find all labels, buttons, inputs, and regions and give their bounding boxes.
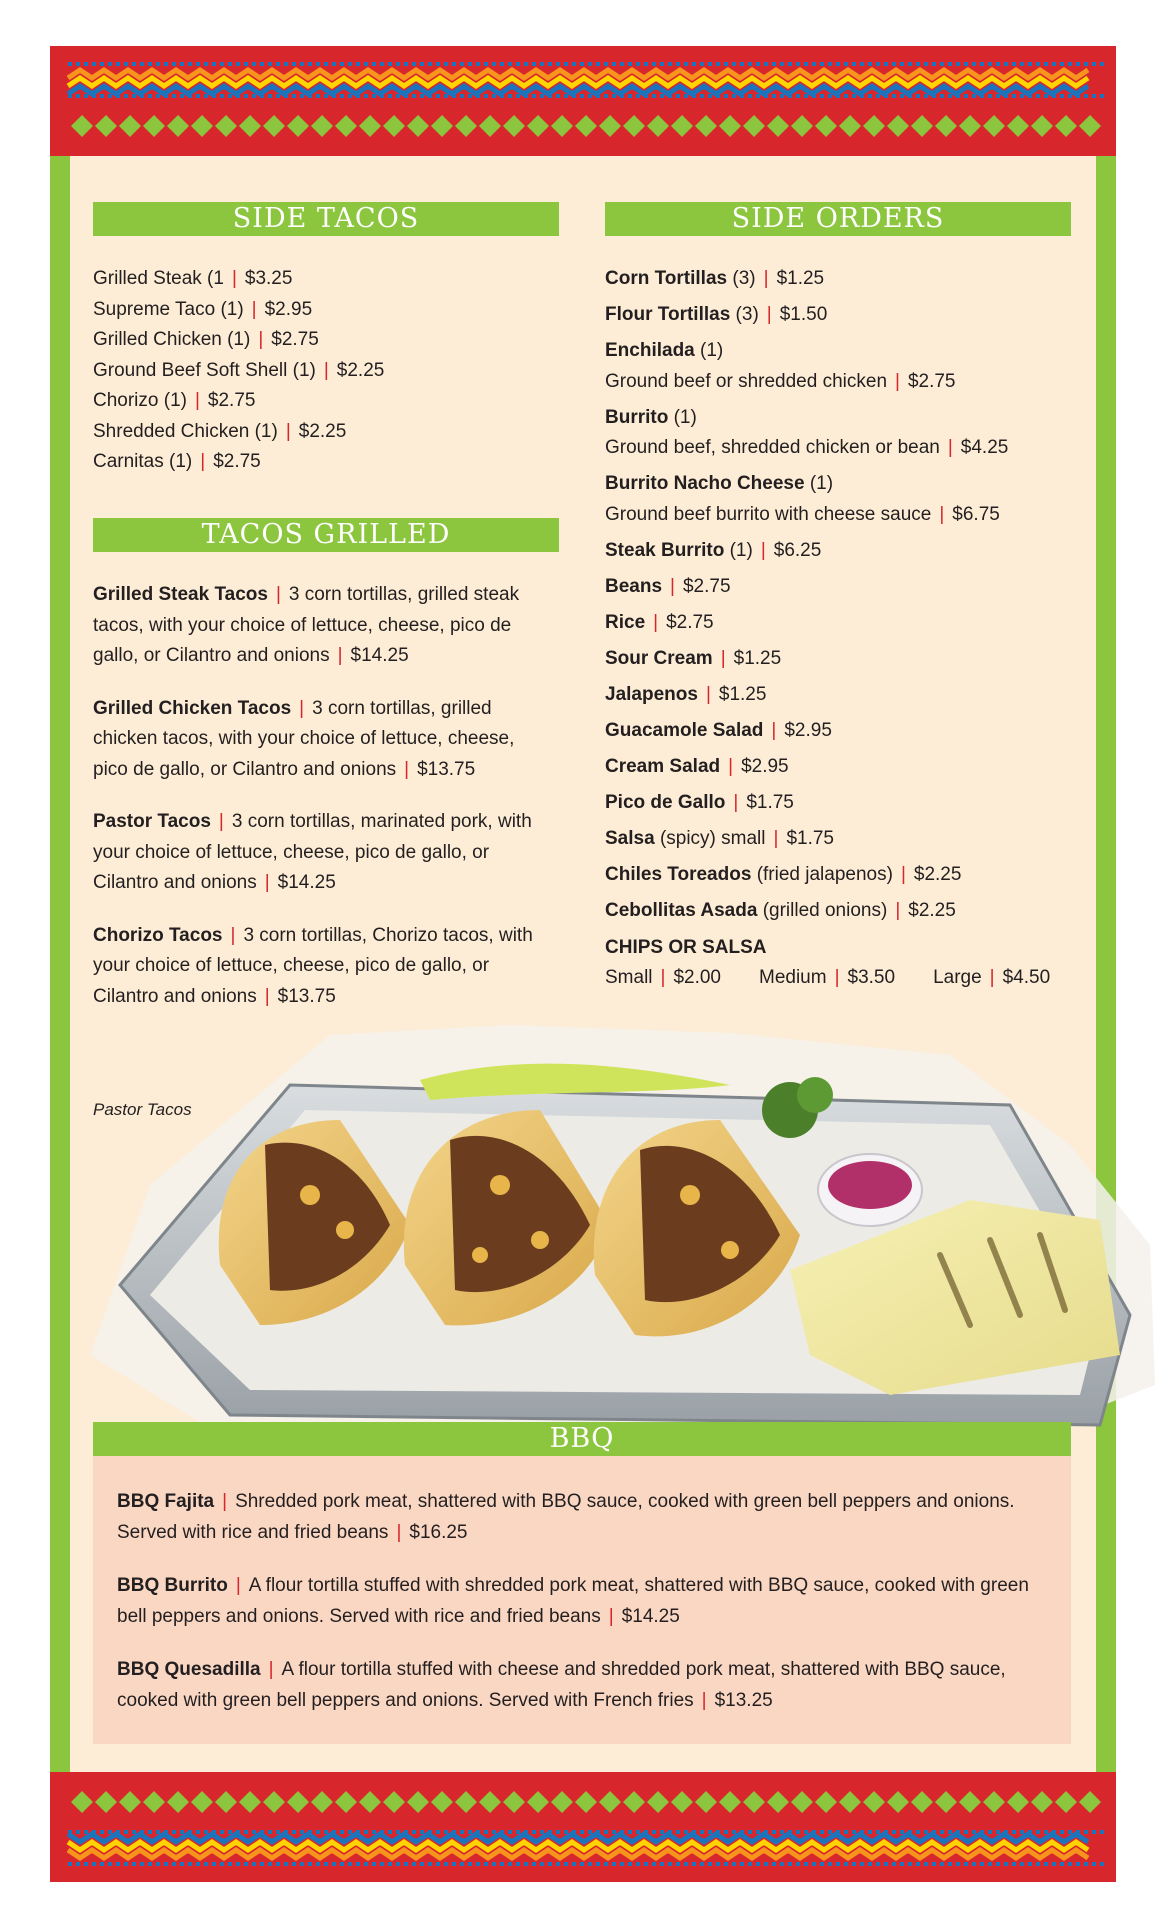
item-qty: (1) — [673, 406, 697, 428]
bbq-item — [117, 1570, 1047, 1632]
side-order-item — [605, 896, 1075, 927]
price-separator: | — [728, 755, 734, 777]
item-title-line — [605, 300, 1075, 331]
side-order-item — [605, 860, 1075, 891]
size-label: Medium — [759, 967, 827, 988]
price-separator: | — [222, 1491, 228, 1512]
item-name: Beans — [605, 575, 663, 597]
bbq-list — [117, 1486, 1047, 1738]
tacos-grilled-list — [93, 580, 535, 1034]
top-decorative-band — [50, 46, 1116, 156]
item-name: Corn Tortillas — [605, 268, 728, 289]
item-detail-line — [605, 433, 1075, 464]
item-price: $1.50 — [779, 304, 828, 325]
item-price: $14.25 — [277, 872, 336, 893]
item-name: Ground Beef Soft Shell (1) — [93, 359, 316, 381]
side-order-item — [605, 264, 1075, 295]
side-order-item — [605, 336, 1075, 397]
item-title-line — [605, 896, 1075, 927]
price-separator: | — [323, 359, 329, 381]
item-qty: (spicy) small — [659, 827, 766, 849]
item-qty: (grilled onions) — [762, 899, 888, 921]
item-name: Cream Salad — [605, 755, 721, 777]
chips-size-option — [933, 967, 1050, 988]
item-price: $2.75 — [666, 611, 714, 633]
side-order-item — [605, 403, 1075, 464]
item-qty: (3) — [735, 304, 759, 325]
price-separator: | — [705, 683, 711, 705]
item-name: Burrito Nacho Cheese — [605, 473, 805, 494]
price-separator: | — [231, 268, 237, 289]
item-price: $2.25 — [913, 863, 962, 885]
side-order-item — [605, 680, 1075, 711]
price-separator: | — [264, 985, 270, 1007]
item-description: 3 corn tortillas, grilled chicken tacos, with your choice of lettuce, cheese, pico de gallo, or Cilantro and onions — [93, 697, 515, 780]
size-price: $3.50 — [847, 967, 896, 988]
price-separator: | — [760, 539, 766, 561]
zigzag-pattern — [50, 1772, 1116, 1882]
bbq-heading: BBQ — [93, 1422, 1071, 1456]
side-orders-list — [605, 264, 1075, 932]
item-name: Carnitas (1) — [93, 451, 193, 472]
size-label: Small — [605, 967, 653, 988]
side-order-item — [605, 644, 1075, 675]
item-name: Grilled Chicken Tacos — [93, 697, 292, 719]
item-title-line — [605, 336, 1075, 367]
price-separator: | — [200, 451, 206, 472]
pastor-tacos-photo — [90, 1025, 1160, 1480]
side-orders-heading: SIDE ORDERS — [605, 202, 1071, 236]
item-description: 3 corn tortillas, grilled steak tacos, with your choice of lettuce, cheese, pico de gallo, or Cilantro and onions — [93, 584, 520, 666]
item-name: BBQ Quesadilla — [117, 1659, 261, 1680]
side-order-item — [605, 572, 1075, 603]
price-separator: | — [834, 967, 840, 988]
item-name: BBQ Burrito — [117, 1575, 228, 1596]
item-price: $2.75 — [682, 575, 731, 597]
side-order-item — [605, 752, 1075, 783]
item-name: Shredded Chicken (1) — [93, 420, 278, 442]
price-separator: | — [939, 503, 945, 525]
item-price: $13.75 — [277, 985, 336, 1007]
side-tacos-heading: SIDE TACOS — [93, 202, 559, 236]
side-taco-item — [93, 356, 559, 387]
price-separator: | — [763, 268, 769, 289]
item-description: Shredded pork meat, shattered with BBQ sauce, cooked with green bell peppers and onions. Served with rice and fried beans — [117, 1491, 1015, 1543]
item-title-line — [605, 788, 1075, 819]
side-order-item — [605, 608, 1075, 639]
side-taco-item — [93, 325, 559, 356]
item-name: Salsa — [605, 827, 655, 849]
item-description: Ground beef, shredded chicken or bean — [605, 437, 940, 458]
item-name: Grilled Steak Tacos — [93, 584, 268, 605]
price-separator: | — [299, 697, 305, 719]
item-name: Flour Tortillas — [605, 304, 731, 325]
item-title-line — [605, 469, 1075, 500]
side-taco-item — [93, 386, 559, 417]
side-taco-item — [93, 295, 559, 326]
bbq-item — [117, 1654, 1047, 1716]
price-separator: | — [720, 647, 726, 669]
item-name: Pastor Tacos — [93, 811, 211, 832]
item-price: $14.25 — [621, 1606, 680, 1627]
price-separator: | — [653, 611, 659, 633]
item-name: Guacamole Salad — [605, 719, 764, 741]
item-price: $13.75 — [417, 758, 476, 780]
price-separator: | — [766, 304, 772, 325]
item-title-line — [605, 264, 1075, 295]
price-separator: | — [285, 420, 291, 442]
item-title-line — [605, 644, 1075, 675]
item-price: $2.75 — [207, 390, 256, 411]
item-name: Steak Burrito — [605, 539, 725, 561]
side-order-item — [605, 824, 1075, 855]
chips-section — [605, 933, 1075, 993]
size-label: Large — [933, 967, 982, 988]
side-order-item — [605, 300, 1075, 331]
price-separator: | — [230, 924, 236, 946]
side-order-item — [605, 536, 1075, 567]
item-name: Grilled Steak (1 — [93, 268, 224, 289]
item-title-line — [605, 860, 1075, 891]
price-separator: | — [895, 370, 900, 392]
price-separator: | — [773, 827, 779, 849]
item-price: $6.25 — [773, 539, 822, 561]
item-price: $2.75 — [907, 370, 956, 392]
item-price: $2.95 — [784, 719, 832, 741]
price-separator: | — [396, 1522, 402, 1543]
item-price: $14.25 — [350, 645, 409, 666]
price-separator: | — [268, 1659, 274, 1680]
item-price: $3.25 — [244, 268, 293, 289]
item-description: A flour tortilla stuffed with shredded pork meat, shattered with BBQ sauce, cooked with green bell peppers and onions. Served with rice and fried beans — [117, 1575, 1029, 1627]
item-qty: (1) — [809, 473, 834, 494]
grilled-taco-item — [93, 694, 535, 786]
price-separator: | — [900, 863, 906, 885]
item-price: $1.25 — [718, 683, 767, 705]
price-separator: | — [947, 437, 953, 458]
item-price: $2.25 — [298, 420, 347, 442]
item-price: $2.75 — [271, 329, 319, 350]
size-price: $4.50 — [1002, 967, 1051, 988]
item-description: A flour tortilla stuffed with cheese and shredded pork meat, shattered with BBQ sauce, cooked with green bell peppers and onions. Served with French fries — [117, 1659, 1006, 1711]
item-name: Jalapenos — [605, 683, 698, 705]
item-qty: (fried jalapenos) — [756, 863, 893, 885]
item-price: $1.25 — [733, 647, 782, 669]
item-description: 3 corn tortillas, marinated pork, with your choice of lettuce, cheese, pico de gallo, or Cilantro and onions — [93, 811, 532, 893]
side-taco-item — [93, 264, 559, 295]
grilled-taco-item — [93, 921, 535, 1013]
item-name: Sour Cream — [605, 647, 713, 669]
side-order-item — [605, 716, 1075, 747]
price-separator: | — [275, 584, 281, 605]
item-name: BBQ Fajita — [117, 1491, 215, 1512]
item-name: Chiles Toreados — [605, 863, 752, 885]
item-price: $2.95 — [741, 755, 789, 777]
item-price: $2.95 — [264, 298, 313, 320]
price-separator: | — [733, 791, 739, 813]
zigzag-pattern — [50, 46, 1116, 156]
price-separator: | — [608, 1606, 614, 1627]
item-title-line — [605, 752, 1075, 783]
chips-size-option — [605, 967, 721, 988]
side-order-item — [605, 788, 1075, 819]
item-price: $16.25 — [409, 1522, 468, 1543]
price-separator: | — [895, 899, 901, 921]
item-title-line — [605, 403, 1075, 434]
price-separator: | — [194, 390, 200, 411]
item-price: $13.25 — [714, 1690, 773, 1711]
item-qty: (3) — [732, 268, 756, 289]
side-taco-item — [93, 447, 559, 478]
item-description: Ground beef burrito with cheese sauce — [605, 503, 932, 525]
price-separator: | — [251, 298, 257, 320]
item-title-line — [605, 716, 1075, 747]
item-name: Rice — [605, 611, 646, 633]
item-title-line — [605, 572, 1075, 603]
item-description: 3 corn tortillas, Chorizo tacos, with your choice of lettuce, cheese, pico de gallo, or Cilantro and onions — [93, 924, 533, 1007]
chips-sizes — [605, 963, 1075, 993]
item-name: Supreme Taco (1) — [93, 298, 244, 320]
item-title-line — [605, 824, 1075, 855]
price-separator: | — [771, 719, 777, 741]
item-name: Chorizo (1) — [93, 390, 187, 411]
item-price: $1.75 — [786, 827, 834, 849]
grilled-taco-item — [93, 580, 535, 672]
price-separator: | — [337, 645, 343, 666]
side-taco-item — [93, 417, 559, 448]
bbq-item — [117, 1486, 1047, 1548]
item-price: $4.25 — [960, 437, 1009, 458]
item-name: Enchilada — [605, 340, 695, 361]
item-name: Cebollitas Asada — [605, 899, 758, 921]
price-separator: | — [264, 872, 270, 893]
item-description: Ground beef or shredded chicken — [605, 370, 888, 392]
item-price: $2.75 — [213, 451, 261, 472]
price-separator: | — [989, 967, 995, 988]
item-name: Grilled Chicken (1) — [93, 329, 251, 350]
item-price: $6.75 — [952, 503, 1000, 525]
item-title-line — [605, 536, 1075, 567]
price-separator: | — [235, 1575, 241, 1596]
item-detail-line — [605, 367, 1075, 398]
price-separator: | — [258, 329, 264, 350]
item-price: $1.75 — [746, 791, 794, 813]
item-name: Burrito — [605, 406, 669, 428]
price-separator: | — [660, 967, 666, 988]
side-tacos-list — [93, 264, 559, 478]
chips-size-option — [759, 967, 895, 988]
item-qty: (1) — [729, 539, 753, 561]
size-price: $2.00 — [673, 967, 721, 988]
item-qty: (1) — [700, 340, 724, 361]
item-price: $1.25 — [776, 268, 825, 289]
item-price: $2.25 — [908, 899, 956, 921]
bottom-decorative-band — [50, 1772, 1116, 1882]
grilled-taco-item — [93, 807, 535, 899]
item-title-line — [605, 680, 1075, 711]
photo-caption: Pastor Tacos — [93, 1100, 192, 1119]
price-separator: | — [670, 575, 675, 597]
side-order-item — [605, 469, 1075, 530]
price-separator: | — [701, 1690, 707, 1711]
item-detail-line — [605, 500, 1075, 531]
item-name: Pico de Gallo — [605, 791, 726, 813]
chips-heading: CHIPS OR SALSA — [605, 937, 767, 958]
item-title-line — [605, 608, 1075, 639]
item-price: $2.25 — [336, 359, 385, 381]
item-name: Chorizo Tacos — [93, 924, 223, 946]
price-separator: | — [404, 758, 410, 780]
tacos-grilled-heading: TACOS GRILLED — [93, 518, 559, 552]
price-separator: | — [218, 811, 224, 832]
